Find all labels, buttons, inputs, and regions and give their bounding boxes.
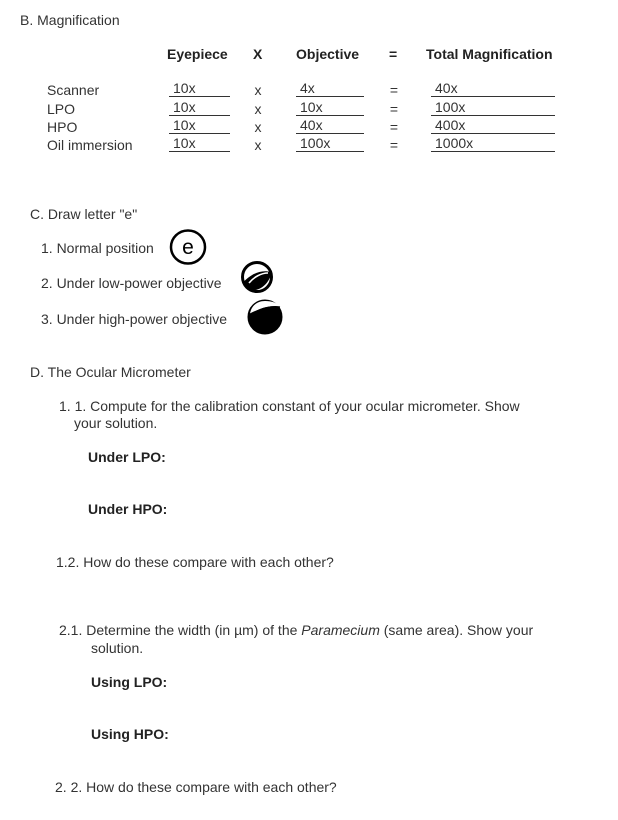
header-total-magnification: Total Magnification xyxy=(426,46,553,62)
total-value: 400x xyxy=(431,117,555,134)
times-sign: x xyxy=(254,82,262,98)
normal-position-label: 1. Normal position xyxy=(41,240,154,256)
header-eyepiece: Eyepiece xyxy=(167,46,228,62)
equals-sign: = xyxy=(389,119,399,135)
header-x: X xyxy=(253,46,263,62)
paramecium-italic: Paramecium xyxy=(301,622,380,638)
section-d-title: D. The Ocular Micrometer xyxy=(30,364,191,380)
total-value: 40x xyxy=(431,80,555,97)
question-2-1-pre: 2.1. Determine the width (in µm) of the xyxy=(59,622,302,638)
row-label-oil-immersion: Oil immersion xyxy=(47,137,133,153)
objective-value: 4x xyxy=(296,80,364,97)
letter-e-hpo-icon xyxy=(246,298,284,336)
section-c-title: C. Draw letter "e" xyxy=(30,206,138,222)
equals-sign: = xyxy=(389,101,399,117)
header-objective: Objective xyxy=(296,46,360,62)
under-hpo-label: Under HPO: xyxy=(88,501,168,517)
section-b-title: B. Magnification xyxy=(20,12,120,28)
objective-value: 100x xyxy=(296,135,364,152)
equals-sign: = xyxy=(389,82,399,98)
letter-e-glyph: e xyxy=(182,236,194,259)
times-sign: x xyxy=(254,137,262,153)
objective-value: 40x xyxy=(296,117,364,134)
using-lpo-label: Using LPO: xyxy=(91,674,168,690)
objective-value: 10x xyxy=(296,99,364,116)
high-power-label: 3. Under high-power objective xyxy=(41,311,227,327)
question-2-1-post: (same area). Show your xyxy=(379,622,534,638)
question-1-2: 1.2. How do these compare with each other? xyxy=(56,554,334,570)
row-label-lpo: LPO xyxy=(47,101,76,117)
row-label-hpo: HPO xyxy=(47,119,78,135)
question-2-1-line2: solution. xyxy=(91,640,144,656)
question-1-1-line1: 1. 1. Compute for the calibration constant of your ocular micrometer. Show xyxy=(59,398,520,414)
under-lpo-label: Under LPO: xyxy=(88,449,166,465)
low-power-label: 2. Under low-power objective xyxy=(41,275,222,291)
times-sign: x xyxy=(254,101,262,117)
eyepiece-value: 10x xyxy=(169,117,230,134)
total-value: 100x xyxy=(431,99,555,116)
row-label-scanner: Scanner xyxy=(47,82,100,98)
question-2-1-line1 xyxy=(59,622,533,638)
question-2-2: 2. 2. How do these compare with each other? xyxy=(55,779,337,795)
question-1-1-line2: your solution. xyxy=(74,415,158,431)
eyepiece-value: 10x xyxy=(169,80,230,97)
using-hpo-label: Using HPO: xyxy=(91,726,169,742)
letter-e-normal-icon xyxy=(169,228,209,266)
total-value: 1000x xyxy=(431,135,555,152)
header-equals: = xyxy=(389,46,398,62)
eyepiece-value: 10x xyxy=(169,99,230,116)
times-sign: x xyxy=(254,119,262,135)
equals-sign: = xyxy=(389,137,399,153)
letter-e-lpo-icon xyxy=(240,260,274,294)
eyepiece-value: 10x xyxy=(169,135,230,152)
